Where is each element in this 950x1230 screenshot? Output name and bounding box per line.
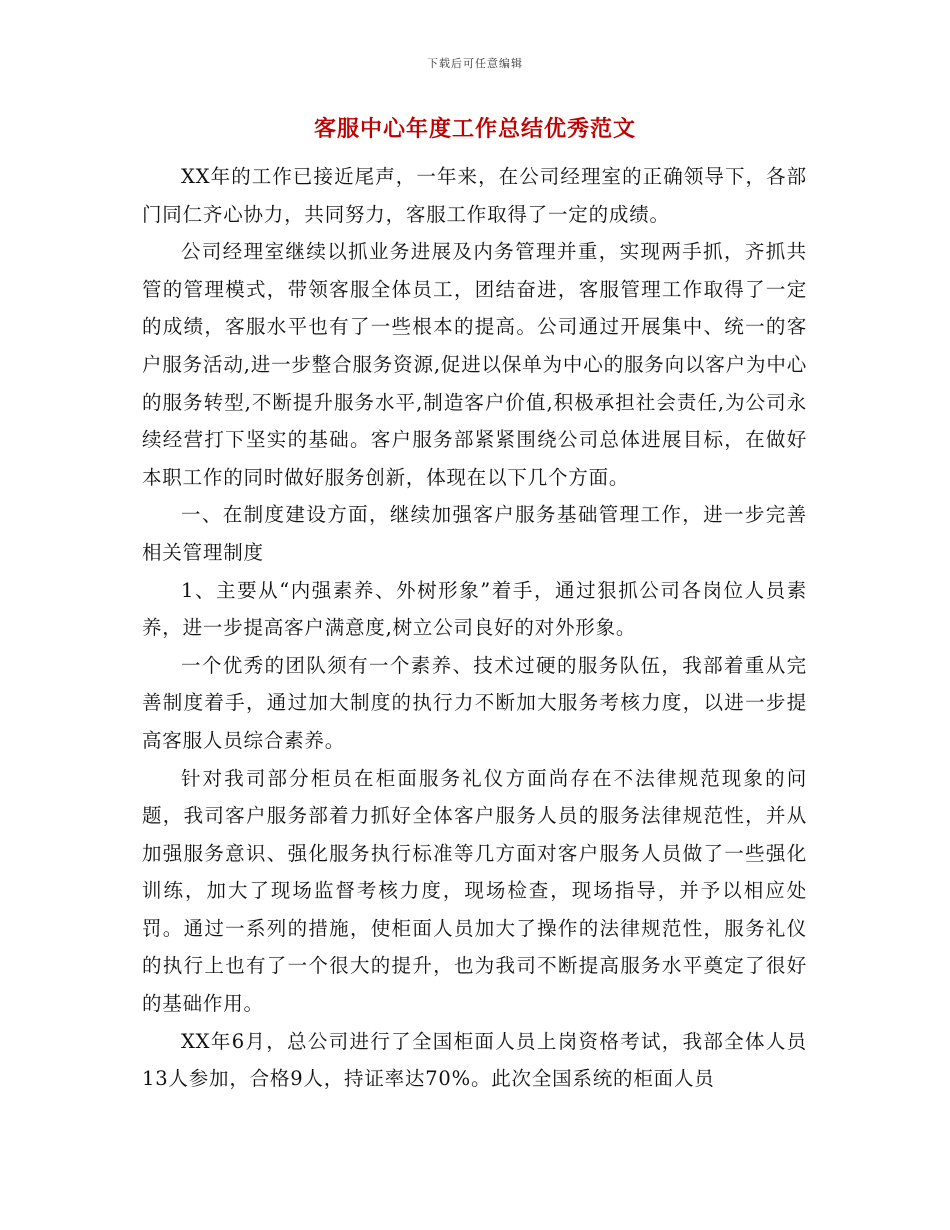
page-header: 下载后可任意编辑 [427,57,523,70]
document-body [142,158,807,1098]
paragraph-intro: XX年的工作已接近尾声，一年来，在公司经理室的正确领导下，各部门同仁齐心协力，共同努力，客服工作取得了一定的成绩。 [142,165,807,226]
paragraph-management: 公司经理室继续以抓业务进展及内务管理并重，实现两手抓，齐抓共管的管理模式，带领客服全体员工，团结奋进，客服管理工作取得了一定的成绩，客服水平也有了一些根本的提高。公司通过开展集中、统一的客户服务活动,进一步整合服务资源,促进以保单为中心的服务向以客户为中心的服务转型,不断提升服务水平,制造客户价值,积极承担社会责任,为公司永续经营打下坚实的基础。客户服务部紧紧围绕公司总体进展目标，在做好本职工作的同时做好服务创新，体现在以下几个方面。 [142,240,807,489]
document-title: 客服中心年度工作总结优秀范文 [313,117,636,142]
section-heading-1: 一、在制度建设方面，继续加强客户服务基础管理工作，进一步完善相关管理制度 [142,503,807,564]
paragraph-point-1: 1、主要从“内强素养、外树形象”着手，通过狠抓公司各岗位人员素养，进一步提高客户满意度,树立公司良好的对外形象。 [142,578,807,640]
paragraph-etiquette: 针对我司部分柜员在柜面服务礼仪方面尚存在不法律规范现象的问题，我司客户服务部着力抓好全体客户服务人员的服务法律规范性，并从加强服务意识、强化服务执行标准等几方面对客户服务人员做了一些强化训练，加大了现场监督考核力度，现场检查，现场指导，并予以相应处罚。通过一系列的措施，使柜面人员加大了操作的法律规范性，服务礼仪的执行上也有了一个很大的提升，也为我司不断提高服务水平奠定了很好的基础作用。 [142,766,807,1016]
paragraph-team: 一个优秀的团队须有一个素养、技术过硬的服务队伍，我部着重从完善制度着手，通过加大制度的执行力不断加大服务考核力度，以进一步提高客服人员综合素养。 [142,653,807,752]
paragraph-exam: XX年6月，总公司进行了全国柜面人员上岗资格考试，我部全体人员13人参加，合格9人，持证率达70%。此次全国系统的柜面人员 [142,1029,807,1091]
